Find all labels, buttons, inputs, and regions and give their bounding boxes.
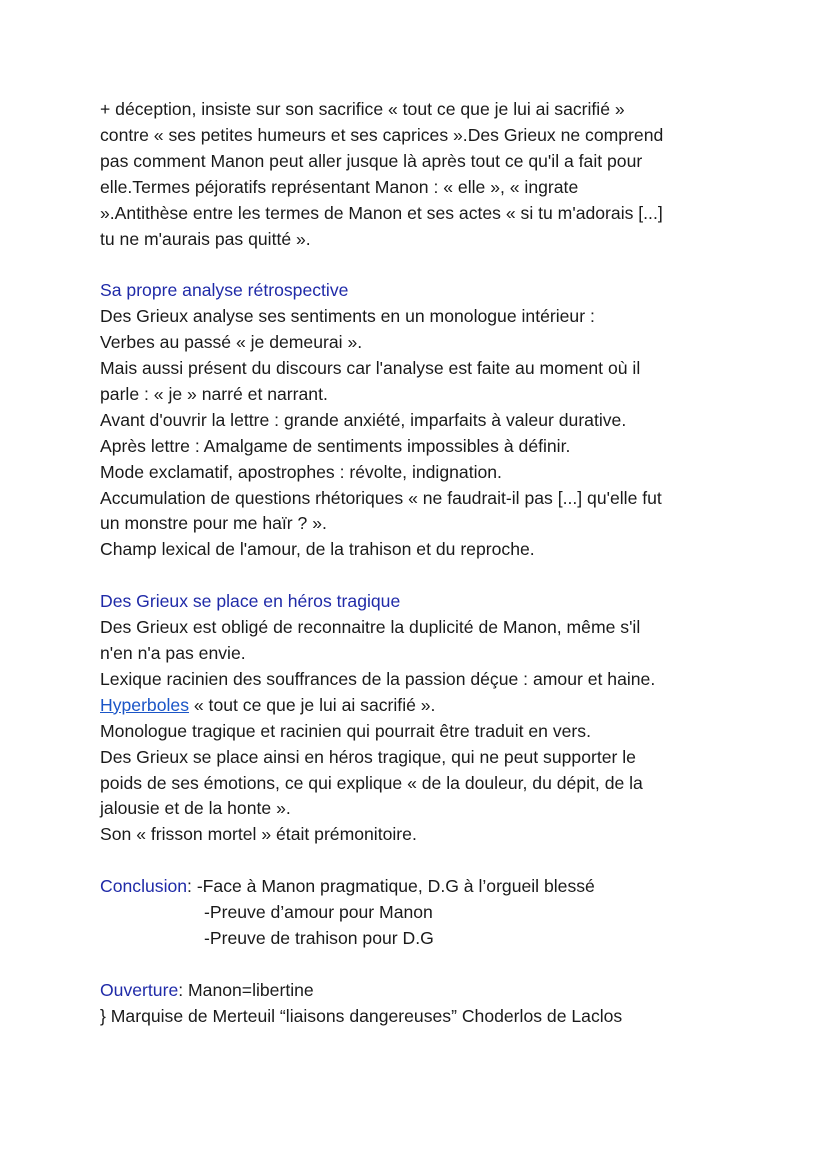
hyperboles-link[interactable]: Hyperboles	[100, 694, 189, 715]
text-line: pas comment Manon peut aller jusque là après tout ce qu'il a fait pour	[100, 150, 643, 171]
text-line: Des Grieux analyse ses sentiments en un monologue intérieur :	[100, 306, 595, 327]
text-line: Des Grieux est obligé de reconnaitre la duplicité de Manon, même s'il	[100, 617, 641, 638]
text-line: n'en n'a pas envie.	[100, 643, 246, 663]
text-line: Mais aussi présent du discours car l'analyse est faite au moment où il	[100, 358, 641, 379]
text-line: un monstre pour me haïr ? ».	[100, 513, 327, 534]
text-line: -Preuve de trahison pour D.G	[204, 927, 434, 948]
text-line: } Marquise de Merteuil “liaisons dangereuses” Choderlos de Laclos	[100, 1005, 623, 1026]
text-line	[100, 874, 738, 900]
text-line: Avant d'ouvrir la lettre : grande anxiété, imparfaits à valeur durative.	[100, 409, 627, 430]
text-line: parle : « je » narré et narrant.	[100, 383, 328, 404]
text-line: Après lettre : Amalgame de sentiments impossibles à définir.	[100, 435, 571, 456]
text-line: Son « frisson mortel » était prémonitoire.	[100, 824, 417, 845]
text-span: « tout ce que je lui ai sacrifié ».	[189, 694, 436, 715]
intro-paragraph	[100, 97, 738, 252]
text-line: + déception, insiste sur son sacrifice « tout ce que je lui ai sacrifié »	[100, 99, 625, 119]
text-line: ».Antithèse entre les termes de Manon et ses actes « si tu m'adorais [...]	[100, 202, 663, 223]
conclusion-label: Conclusion	[100, 876, 188, 897]
text-line	[100, 693, 738, 719]
text-line: -Preuve d’amour pour Manon	[204, 902, 433, 923]
conclusion-block	[100, 874, 738, 952]
text-line: poids de ses émotions, ce qui explique « de la douleur, du dépit, de la	[100, 772, 643, 793]
text-line	[100, 978, 738, 1004]
text-line: Champ lexical de l'amour, de la trahison et du reproche.	[100, 539, 535, 560]
section-tragic-hero	[100, 589, 738, 848]
text-line: Mode exclamatif, apostrophes : révolte, indignation.	[100, 461, 502, 482]
text-span: : -Face à Manon pragmatique, D.G à l’orgueil blessé	[187, 876, 595, 897]
section-retrospective	[100, 278, 738, 563]
text-line: tu ne m'aurais pas quitté ».	[100, 228, 311, 249]
text-line: Monologue tragique et racinien qui pourrait être traduit en vers.	[100, 720, 591, 741]
text-line: jalousie et de la honte ».	[100, 798, 291, 819]
text-span: : Manon=libertine	[178, 979, 314, 1000]
text-line: contre « ses petites humeurs et ses caprices ».Des Grieux ne comprend	[100, 124, 664, 145]
text-line: Verbes au passé « je demeurai ».	[100, 332, 363, 353]
section-heading: Sa propre analyse rétrospective	[100, 280, 349, 301]
section-heading: Des Grieux se place en héros tragique	[100, 591, 401, 612]
text-line: elle.Termes péjoratifs représentant Manon : « elle », « ingrate	[100, 176, 579, 197]
ouverture-label: Ouverture	[100, 979, 179, 1000]
text-line: Des Grieux se place ainsi en héros tragique, qui ne peut supporter le	[100, 746, 636, 767]
text-line: Accumulation de questions rhétoriques « ne faudrait-il pas [...] qu'elle fut	[100, 487, 662, 508]
ouverture-block	[100, 978, 738, 1030]
text-line: Lexique racinien des souffrances de la passion déçue : amour et haine.	[100, 668, 656, 689]
